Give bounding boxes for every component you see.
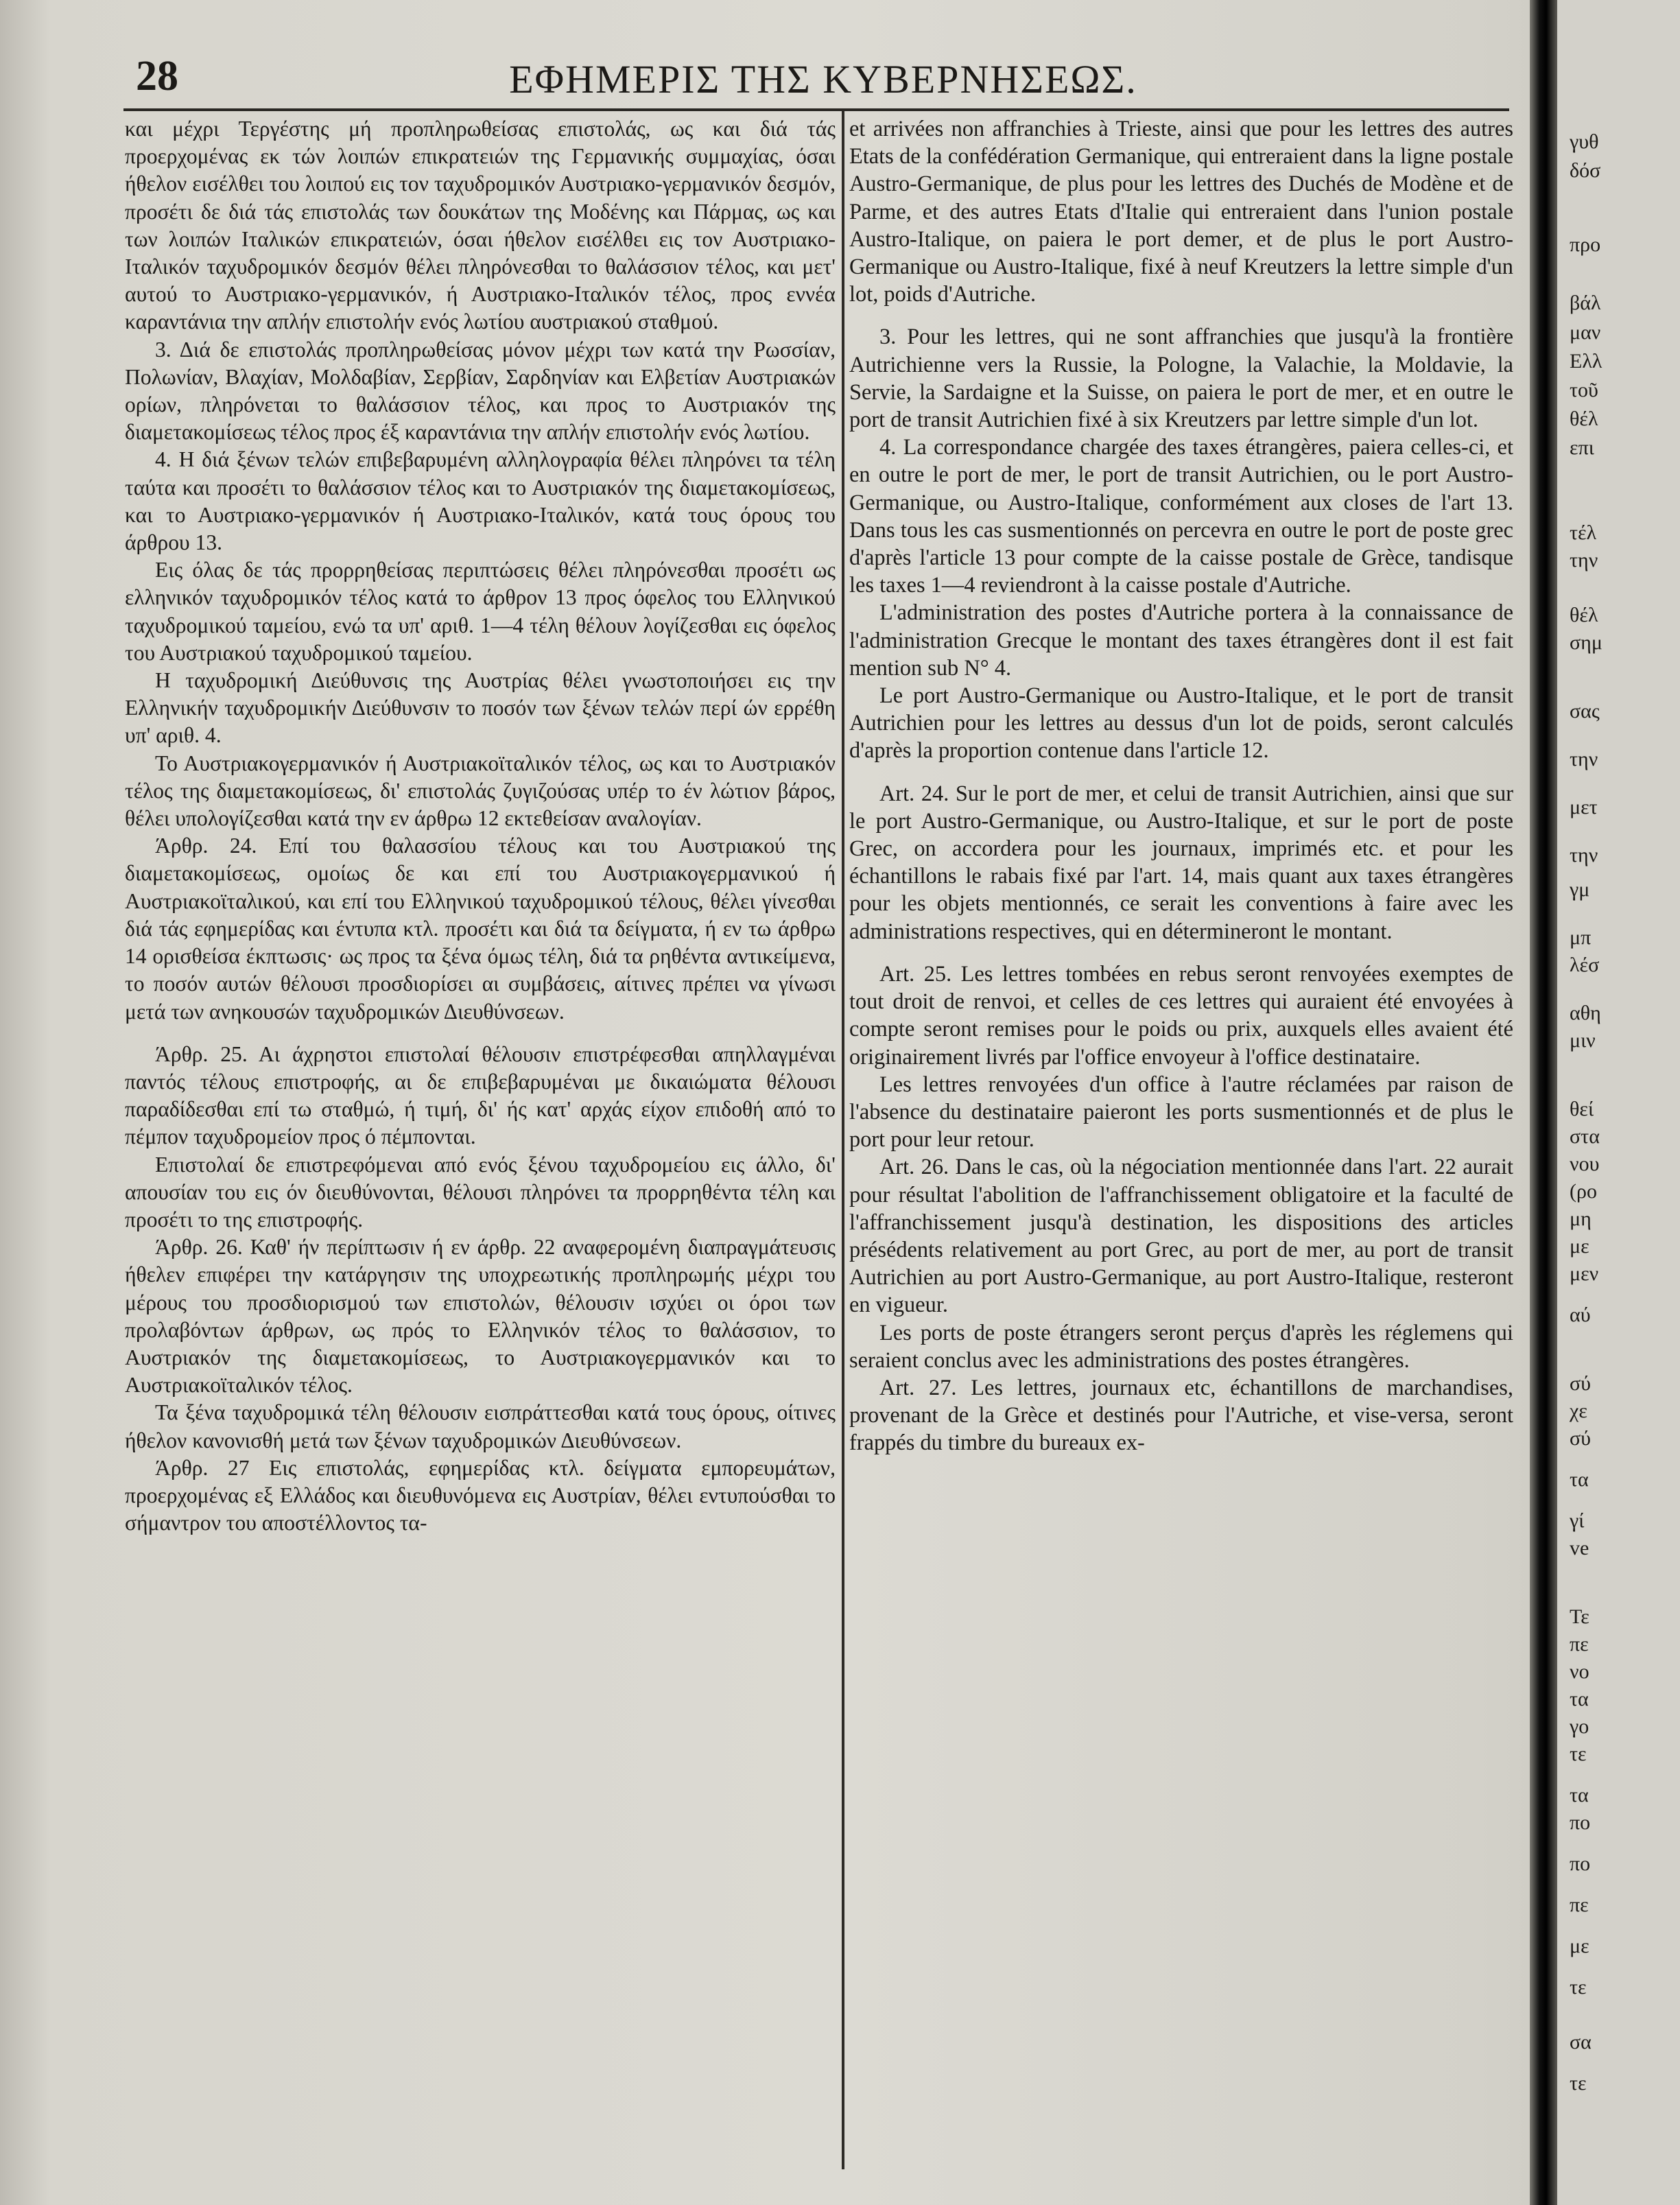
next-page-fragment: θεί bbox=[1570, 1098, 1594, 1120]
french-paragraph: 4. La correspondance chargée des taxes étrangères, paiera celles-ci, et en outre le port de mer, le port de transit Autrichien, ou le port Austro-Germanique, ou Austro-Italique, conformément aux closes de l'art 13. Dans tous les cas susmentionnés on percevra en outre le port de poste grec d'après l'article 13 pour compte de la caisse postale de Grèce, tandisque les taxes 1—4 reviendront à la caisse postale d'Autriche. bbox=[849, 435, 1513, 598]
next-page-fragment: βάλ bbox=[1570, 292, 1601, 314]
next-page-fragment: αύ bbox=[1570, 1304, 1591, 1326]
next-page-fragment: τε bbox=[1570, 1743, 1587, 1765]
next-page-fragment: γο bbox=[1570, 1715, 1589, 1738]
page-number: 28 bbox=[136, 53, 178, 99]
next-page-fragment: σα bbox=[1570, 2031, 1592, 2053]
next-page-fragment: σύ bbox=[1570, 1427, 1592, 1450]
next-page-fragment: την bbox=[1570, 549, 1598, 571]
greek-paragraph: 3. Διά δε επιστολάς προπληρωθείσας μόνον μέχρι των κατά την Ρωσσίαν, Πολωνίαν, Βλαχίαν, Μολδαβίαν, Σερβίαν, Σαρδηνίαν και Ελβετίαν Αυστριακών ορίων, πληρόνεται το θαλάσσιον τέλος, και προς το Αυστριακόν της διαμετακομίσεως τέλος προς έξ καραντάνια την απλήν επιστολήν ενός λωτίου. bbox=[125, 337, 836, 445]
next-page-fragment: νο bbox=[1570, 1660, 1589, 1683]
next-page-fragment: επι bbox=[1570, 436, 1594, 459]
next-page-fragment: αθη bbox=[1570, 1002, 1601, 1024]
french-paragraph: Les ports de poste étrangers seront perçus d'après les réglemens qui seraient conclus avec les administrations des postes étrangères. bbox=[849, 1320, 1513, 1373]
next-page-fragment: μετ bbox=[1570, 796, 1598, 818]
next-page-fragment: Τε bbox=[1570, 1605, 1589, 1628]
greek-paragraph: Τα ξένα ταχυδρομικά τέλη θέλουσιν εισπράττεσθαι κατά τους όρους, οίτινες ήθελον κανονισθή μετά των ξένων ταχυδρομικών Διευθύνσεων. bbox=[125, 1400, 836, 1452]
french-paragraph: Le port Austro-Germanique ou Austro-Italique, et le port de transit Autrichien pour les lettres au dessus d'un lot de poids, seront calculés d'après la proportion contenue dans l'article 12. bbox=[849, 683, 1513, 764]
next-page-fragment: στα bbox=[1570, 1125, 1600, 1148]
french-column bbox=[849, 115, 1513, 2173]
greek-paragraph: Άρθρ. 26. Καθ' ήν περίπτωσιν ή εν άρθρ. 22 αναφερομένη διαπραγμάτευσις ήθελεν επιφέρει την κατάργησιν της υποχρεωτικής προπληρωμής μέχρι του μέρους του προσδιορισμού των επιστολών, θέλουσιν ισχύει οι όροι των προλαβόντων άρθρων, ως πρός το Ελληνικόν τέλος το θαλάσσιον, το Αυστριακόν της διαμετακομίσεως, το Αυστριακογερμανικόν και το Αυστριακοϊταλικόν τέλος. bbox=[125, 1235, 836, 1398]
book-gutter bbox=[1530, 0, 1557, 2205]
next-page-fragment: γυθ bbox=[1570, 130, 1599, 153]
french-paragraph: Art. 25. Les lettres tombées en rebus seront renvoyées exemptes de tout droit de renvoi, et celles de ces lettres qui auraient été envoyées à compte seront remises pour le poids ou prix, auxquels elles avaient été originairement livrés par l'office envoyeur à l'office destinataire. bbox=[849, 961, 1513, 1070]
next-page-fragment: σας bbox=[1570, 700, 1600, 722]
greek-paragraph: Η ταχυδρομική Διεύθυνσις της Αυστρίας θέλει γνωστοποιήσει εις την Ελληνικήν ταχυδρομικήν Διεύθυνσιν το ποσόν των ξένων τελών περί ών ερρέθη υπ' αριθ. 4. bbox=[125, 668, 836, 748]
next-page-fragment: τέλ bbox=[1570, 521, 1597, 544]
next-page-fragment: τε bbox=[1570, 2072, 1587, 2095]
greek-paragraph: Άρθρ. 25. Αι άχρηστοι επιστολαί θέλουσιν επιστρέφεσθαι απηλλαγμέναι παντός τέλους επιστροφής, αι δε επιβεβαρυμέναι με δικαιώματα θέλουσι παραδίδεσθαι επί τω σταθμώ, ή τιμή, δι' ής κατ' αρχάς είχον επιδοθή από το πέμπον ταχυδρομείον προς ό πέμπονται. bbox=[125, 1041, 836, 1149]
next-page-fragment: νου bbox=[1570, 1153, 1600, 1175]
next-page-fragment: πο bbox=[1570, 1852, 1591, 1875]
next-page-fragment: γί bbox=[1570, 1509, 1585, 1532]
next-page-fragment: μεν bbox=[1570, 1262, 1599, 1285]
french-paragraph: Les lettres renvoyées d'un office à l'autre réclamées par raison de l'absence du destinataire paieront les ports susmentionnés et de plus le port pour leur retour. bbox=[849, 1072, 1513, 1153]
next-page-fragment: τοῦ bbox=[1570, 379, 1598, 401]
next-page-fragment: τε bbox=[1570, 1976, 1587, 1998]
french-paragraph: et arrivées non affranchies à Trieste, ainsi que pour les lettres des autres Etats de la confédération Germanique, qui entreraient dans la ligne postale Austro-Germanique, de plus pour les lettres des Duchés de Modène et de Parme, et des autres Etats d'Italie qui entreraient dans l'union postale Austro-Italique, on paiera le port demer, et de plus le port Austro-Germanique ou Austro-Italique, fixé à neuf Kreutzers la lettre simple d'un lot, poids d'Autriche. bbox=[849, 117, 1513, 307]
next-page-fragment: (ρο bbox=[1570, 1180, 1597, 1203]
greek-column bbox=[125, 115, 836, 2173]
next-page-fragment: πε bbox=[1570, 1894, 1589, 1916]
column-divider bbox=[842, 111, 844, 2169]
greek-paragraph: Εις όλας δε τάς προρρηθείσας περιπτώσεις θέλει πληρόνεσθαι προσέτι ως ελληνικόν ταχυδρομικόν τέλος κατά το άρθρον 13 προς όφελος του Ελληνικού ταχυδρομικού ταμείου, ενώ τα υπ' αριθ. 1—4 τέλη θέλουν λογίζεσθαι εις όφελος του Αυστριακού ταχυδρομικού ταμείου. bbox=[125, 558, 836, 665]
next-page-fragment: πε bbox=[1570, 1633, 1589, 1655]
next-page-fragment: λέσ bbox=[1570, 954, 1600, 976]
next-page-fragment: Ελλ bbox=[1570, 350, 1602, 373]
french-paragraph: Art. 26. Dans le cas, où la négociation mentionnée dans l'art. 22 aurait pour résultat l'abolition de l'affranchissement obligatoire et la faculté de l'affranchissement jusqu'à destination, les dispositions des articles présédents relativement au port Grec, au port de mer, au port de transit Autrichien au port Austro-Germanique, au port Austro-Italique, resteront en vigueur. bbox=[849, 1155, 1513, 1318]
next-page-fragment: τα bbox=[1570, 1468, 1589, 1491]
next-page-fragment: μη bbox=[1570, 1207, 1592, 1230]
greek-paragraph: Άρθρ. 27 Εις επιστολάς, εφημερίδας κτλ. δείγματα εμπορευμάτων, προερχομένας εξ Ελλάδος και διευθυνόμενα εις Αυστρίαν, θέλει εντυπούσθαι το σήμαντρον του αποστέλλοντος τα- bbox=[125, 1455, 836, 1535]
next-page-fragment: πο bbox=[1570, 1811, 1591, 1834]
next-page-fragment: ve bbox=[1570, 1537, 1589, 1559]
next-page-fragment: χε bbox=[1570, 1400, 1587, 1422]
french-paragraph: L'administration des postes d'Autriche portera à la connaissance de l'administration Grecque le montant des taxes étrangères dont il est fait mention sub N° 4. bbox=[849, 600, 1513, 681]
next-page-fragment: προ bbox=[1570, 233, 1601, 256]
masthead-title: ΕΦΗΜΕΡΙΣ ΤΗΣ ΚΥΒΕΡΝΗΣΕΩΣ. bbox=[509, 57, 1137, 102]
next-page-fragment: τα bbox=[1570, 1688, 1589, 1710]
greek-paragraph: Επιστολαί δε επιστρεφόμεναι από ενός ξένου ταχυδρομείου εις άλλο, δι' απουσίαν του εις όν διευθύνονται, θέλουσι πληρόνει τα προρρηθέντα τέλη και προσέτι το της επιστροφής. bbox=[125, 1152, 836, 1231]
next-page-fragment: γμ bbox=[1570, 878, 1590, 901]
greek-paragraph: Άρθρ. 24. Επί του θαλασσίου τέλους και του Αυστριακού της διαμετακομίσεως, ομοίως δε και επί του Αυστριακογερμανικού ή Αυστριακοϊταλικού, και επί του Ελληνικού ταχυδρομικού τέλους, θέλει γίνεσθαι διά τάς εφημερίδας και έντυπα κτλ. προσέτι και διά τα δείγματα, ή εν τω άρθρω 14 ορισθείσα έκπτωσις· ως προς τα ξένα όμως τέλη, διά τα ρηθέντα αντικείμενα, το ποσόν αυτών θέλουσι προσδιορίσει αι συμβάσεις, αίτινες πρέπει να γίνωσι μετά των ανηκουσών ταχυδρομικών Διευθύνσεων. bbox=[125, 834, 836, 1024]
next-page-fragment: θέλ bbox=[1570, 604, 1598, 626]
next-page-fragment: σύ bbox=[1570, 1372, 1592, 1395]
header-rule bbox=[123, 108, 1509, 111]
greek-paragraph: 4. Η διά ξένων τελών επιβεβαρυμένη αλληλογραφία θέλει πληρόνει τα τέλη ταύτα και προσέτι το θαλάσσιον τέλος και το Αυστριακόν της διαμετακομίσεως, και το Αυστριακο-γερμανικόν ή Αυστριακο-Ιταλικόν, κατά τους όρους του άρθρου 13. bbox=[125, 447, 836, 555]
french-paragraph: Art. 27. Les lettres, journaux etc, échantillons de marchandises, provenant de la Grèce et destinés pour l'Autriche, et vise-versa, seront frappés du timbre du bureaux ex- bbox=[849, 1375, 1513, 1456]
next-page-fragment: δόσ bbox=[1570, 159, 1601, 182]
next-page-fragment: μιν bbox=[1570, 1029, 1596, 1052]
greek-paragraph: Το Αυστριακογερμανικόν ή Αυστριακοϊταλικόν τέλος, ως και το Αυστριακόν τέλος της διαμετακομίσεως, δι' επιστολάς ζυγιζούσας υπέρ το έν λώτιον βάρος, θέλει υπολογίζεσθαι κατά την εν άρθρω 12 εκτεθείσαν αναλογίαν. bbox=[125, 751, 836, 831]
next-page-fragment: την bbox=[1570, 748, 1598, 770]
next-page-fragment: σημ bbox=[1570, 631, 1602, 654]
page-header bbox=[130, 48, 1516, 110]
next-page-fragment: τα bbox=[1570, 1784, 1589, 1806]
next-page-fragment: θέλ bbox=[1570, 408, 1598, 430]
french-paragraph: 3. Pour les lettres, qui ne sont affranchies que jusqu'à la frontière Autrichienne vers la Russie, la Pologne, la Valachie, la Moldavie, la Servie, la Sardaigne et la Suisse, on paiera le port de mer, et en outre le port de transit Autrichien fixé à six Kreutzers par lettre simple d'un lot. bbox=[849, 325, 1513, 433]
next-page-edge bbox=[1557, 0, 1680, 2205]
next-page-fragment: την bbox=[1570, 844, 1598, 866]
next-page-fragment: μαν bbox=[1570, 321, 1601, 344]
french-paragraph: Art. 24. Sur le port de mer, et celui de transit Autrichien, ainsi que sur le port Austro-Germanique, ou Austro-Italique, et sur le port de poste Grec, on accordera pour les journaux, imprimés etc. et pour les échantillons le rabais fixé par l'art. 14, mais quant aux taxes étrangères pour les objets mentionnés, ce serait les conventions à faire avec les administrations respectives, qui en détermineront le montant. bbox=[849, 781, 1513, 944]
next-page-fragment: με bbox=[1570, 1235, 1589, 1258]
greek-paragraph: και μέχρι Τεργέστης μή προπληρωθείσας επιστολάς, ως και διά τάς προερχομένας εκ τών λοιπών επικρατειών της Γερμανικής συμμαχίας, όσαι ήθελον εισέλθει του λοιπού εις τον ταχυδρομικόν Αυστριακο-γερμανικόν δεσμόν, προσέτι δε διά τάς επιστολάς των δουκάτων της Μοδένης και Πάρμας, ως και των λοιπών Ιταλικών επικρατειών, όσαι ήθελον εισέλθει εις τον Αυστριακο-Ιταλικόν ταχυδρομικόν δεσμόν θέλει πληρόνεσθαι το θαλάσσιον τέλος, και μετ' αυτού το Αυστριακο-γερμανικόν, ή Αυστριακο-Ιταλικόν τέλος, προς εννέα καραντάνια την απλήν επιστολήν ενός λωτίου αυστριακού σταθμού. bbox=[125, 117, 836, 334]
next-page-fragment: με bbox=[1570, 1935, 1589, 1957]
next-page-fragment: μπ bbox=[1570, 926, 1592, 949]
